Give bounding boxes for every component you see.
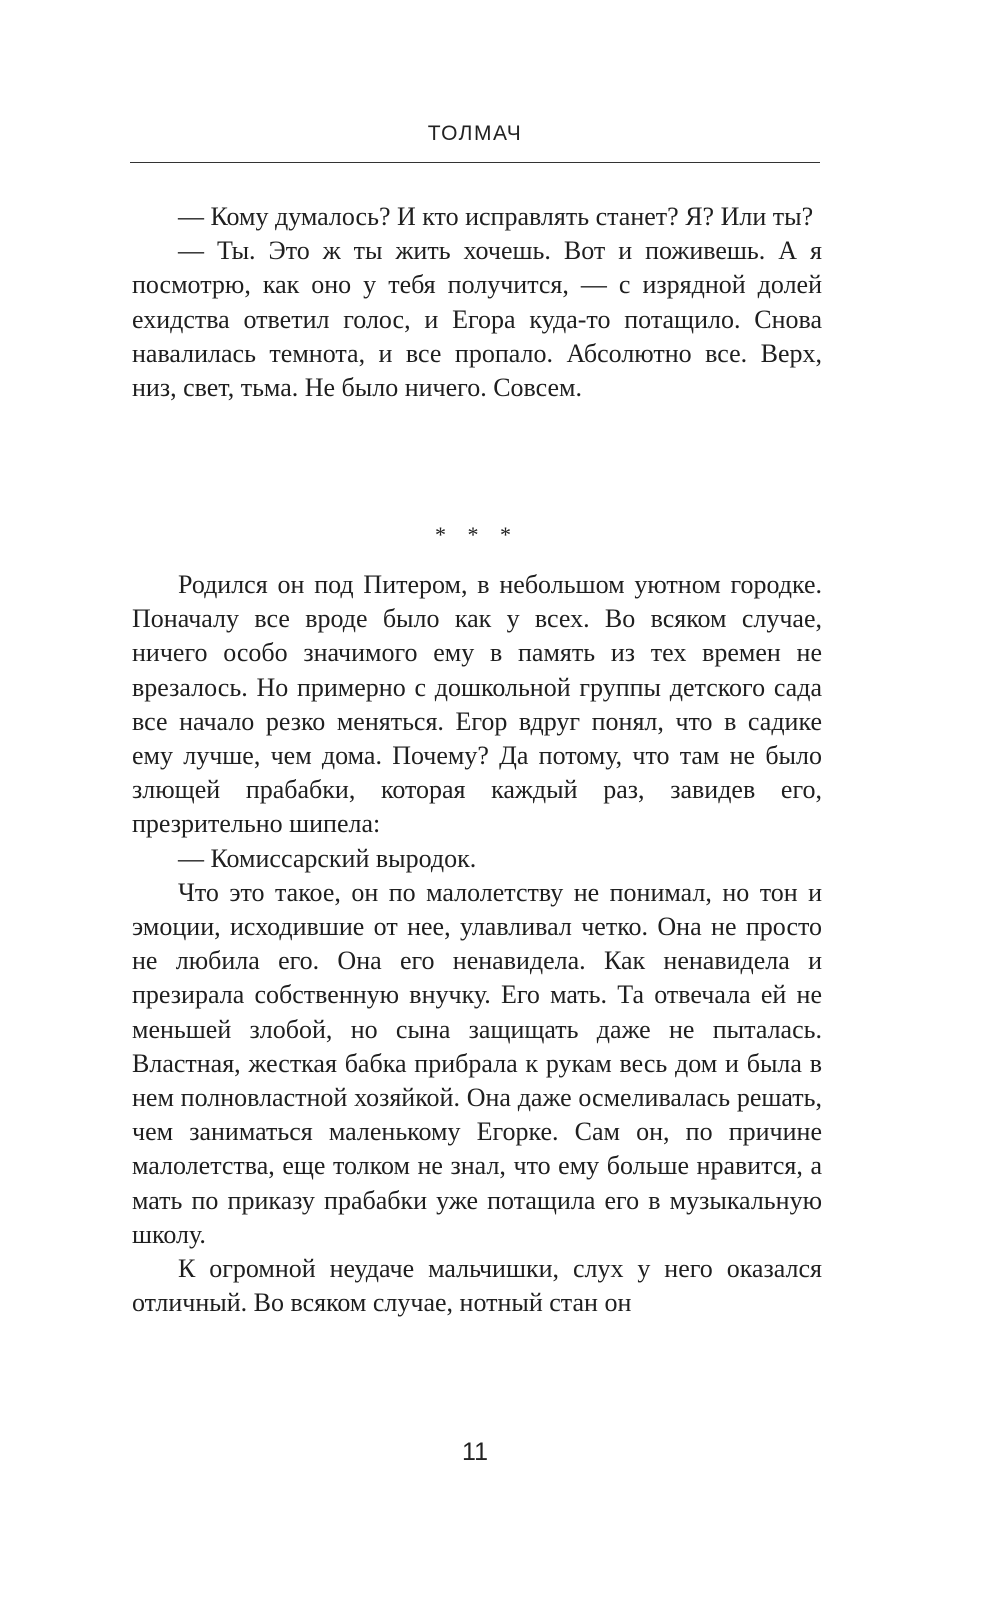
running-title: ТОЛМАЧ (427, 122, 523, 145)
dialogue-block (132, 200, 822, 405)
paragraph: К огромной неудаче мальчишки, слух у него оказался отличный. Во всяком случае, нотный стан он (132, 1254, 822, 1318)
paragraph: — Ты. Это ж ты жить хочешь. Вот и поживешь. А я посмотрю, как оно у тебя получится, — с изрядной долей ехидства ответил голос, и Егора куда-то потащило. Снова навалилась темнота, и все пропало. Абсолютно все. Верх, низ, свет, тьма. Не было ничего. Совсем. (132, 236, 822, 403)
body-block (132, 568, 822, 1320)
header-rule (130, 162, 820, 163)
section-separator: * * * (435, 522, 519, 547)
paragraph: Родился он под Питером, в небольшом уютном городке. Поначалу все вроде было как у всех. Во всяком случае, ничего особо значимого ему в память из тех времен не врезалось. Но примерно с дошкольной группы детского сада все начало резко меняться. Егор вдруг понял, что в садике ему лучше, чем дома. Почему? Да потому, что там не было злющей прабабки, которая каждый раз, завидев его, презрительно шипела: (132, 570, 822, 839)
paragraph: — Комиссарский выродок. (178, 843, 477, 873)
paragraph: — Кому думалось? И кто исправлять станет? Я? Или ты? (178, 202, 814, 231)
page-number: 11 (462, 1438, 488, 1466)
paragraph: Что это такое, он по малолетству не понимал, но тон и эмоции, исходившие от нее, улавливал четко. Она не просто не любила его. Она его ненавидела. Как ненавидела и презирала собственную внучку. Его мать. Та отвечала ей не меньшей злобой, но сына защищать даже не пыталась. Властная, жесткая бабка прибрала к рукам весь дом и была в нем полновластной хозяйкой. Она даже осмеливалась решать, чем заниматься маленькому Егорке. Сам он, по причине малолетства, еще толком не знал, что ему больше нравится, а мать по приказу прабабки уже потащила его в музыкальную школу. (132, 877, 822, 1249)
